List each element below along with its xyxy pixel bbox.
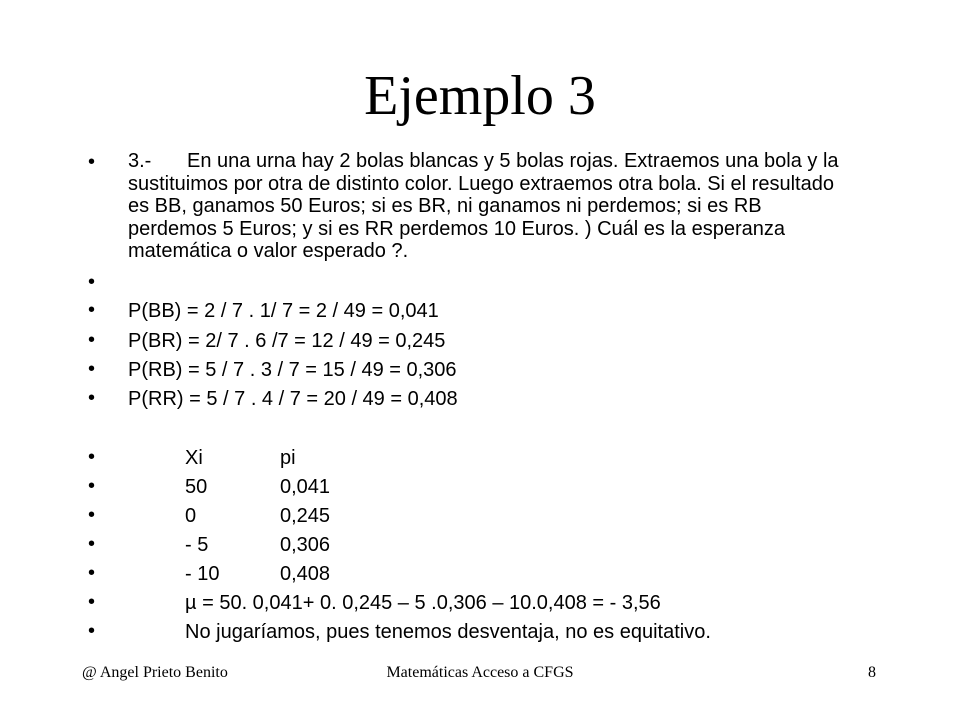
problem-statement	[128, 150, 848, 263]
conclusion-line: No jugaríamos, pues tenemos desventaja, no es equitativo.	[185, 621, 711, 643]
table-row	[185, 446, 296, 470]
probability-line: P(BR) = 2/ 7 . 6 /7 = 12 / 49 = 0,245	[128, 330, 446, 352]
probability-line: P(RB) = 5 / 7 . 3 / 7 = 15 / 49 = 0,306	[128, 359, 457, 381]
table-header-p: pi	[280, 447, 296, 469]
probability-line: P(BB) = 2 / 7 . 1/ 7 = 2 / 49 = 0,041	[128, 300, 439, 322]
table-header-x: Xi	[185, 447, 203, 469]
bullet: •	[88, 504, 96, 526]
bullet: •	[88, 387, 96, 409]
table-cell-x: - 5	[185, 534, 209, 556]
bullet: •	[88, 271, 96, 293]
table-cell-p: 0,041	[280, 476, 331, 498]
footer-author: @ Angel Prieto Benito	[82, 664, 228, 681]
bullet: •	[88, 475, 96, 497]
problem-text: En una urna hay 2 bolas blancas y 5 bolas rojas. Extraemos una bola y la sustituimos por otra de distinto color. Luego extraemos otra bola. Si el resultado es BB, ganamos 50 Euros; si es BR, ni ganamos ni perdemos; si es RB perdemos 5 Euros; y si es RR perdemos 10 Euros. ) Cuál es la esperanza matemática o valor esperado ?.	[128, 150, 839, 263]
table-row	[185, 533, 330, 557]
footer-course: Matemáticas Acceso a CFGS	[386, 664, 574, 681]
bullet: •	[88, 329, 96, 351]
page-number: 8	[868, 664, 876, 681]
bullet: •	[88, 591, 96, 613]
bullet: •	[88, 151, 96, 173]
table-row	[185, 475, 330, 499]
table-cell-x: - 10	[185, 563, 220, 585]
table-cell-p: 0,408	[280, 563, 331, 585]
table-row	[185, 504, 330, 528]
table-row	[185, 562, 330, 586]
bullet: •	[88, 562, 96, 584]
bullet: •	[88, 446, 96, 468]
bullet: •	[88, 358, 96, 380]
table-cell-p: 0,245	[280, 505, 331, 527]
bullet: •	[88, 620, 96, 642]
problem-number: 3.-	[128, 150, 152, 172]
probability-line: P(RR) = 5 / 7 . 4 / 7 = 20 / 49 = 0,408	[128, 388, 458, 410]
expected-value-line: µ = 50. 0,041+ 0. 0,245 – 5 .0,306 – 10.0,408 = - 3,56	[185, 592, 661, 614]
bullet: •	[88, 299, 96, 321]
bullet: •	[88, 533, 96, 555]
table-cell-x: 0	[185, 505, 197, 527]
page-title: Ejemplo 3	[364, 65, 596, 127]
table-cell-p: 0,306	[280, 534, 331, 556]
table-cell-x: 50	[185, 476, 208, 498]
